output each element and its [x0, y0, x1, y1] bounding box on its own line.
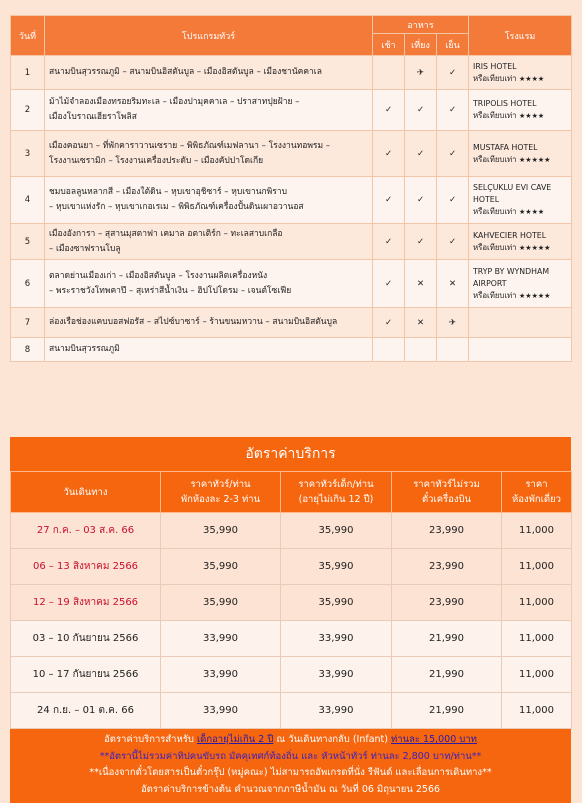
tip-note: **อัตรานี้ไม่รวมค่าทิปคนขับรถ มัคคุเทศก์ท้องถิ่น และ หัวหน้าทัวร์ ท่านละ 2,800 บาท/ท่าน** [99, 750, 482, 762]
lunch-cell: ✕ [405, 260, 437, 308]
price-section [10, 437, 571, 803]
hotel-equivalent: หรือเทียบเท่า [473, 290, 517, 300]
itinerary-row [11, 338, 572, 362]
day-number: 5 [11, 224, 45, 260]
dinner-cell: ✓ [437, 177, 469, 224]
lunch-cell [405, 338, 437, 362]
child-price-header: ราคาทัวร์เด็ก/ท่าน (อายุไม่เกิน 12 ปี) [281, 472, 392, 513]
star-rating: ★★★★★ [519, 243, 551, 252]
adult-price: 35,990 [161, 585, 281, 621]
dinner-cell: ✈ [437, 308, 469, 338]
program-line: สนามบินสุวรรณภูมิ [49, 344, 120, 354]
hotel-equivalent: หรือเทียบเท่า [473, 111, 517, 120]
dinner-cell: ✓ [437, 224, 469, 260]
hotel-cell [469, 338, 572, 362]
travel-date: 12 – 19 สิงหาคม 2566 [11, 585, 161, 621]
single-room-price: 11,000 [502, 585, 572, 621]
travel-date: 06 – 13 สิงหาคม 2566 [11, 549, 161, 585]
travel-date: 24 ก.ย. – 01 ต.ค. 66 [11, 693, 161, 729]
hotel-cell [469, 224, 572, 260]
lunch-cell: ✓ [405, 131, 437, 177]
hotel-equivalent: หรือเทียบเท่า [473, 73, 517, 83]
program-line: ตลาดย่านเมืองเก่า – เมืองอิสตันบูล – โรงงานผลิตเครื่องหนัง [49, 270, 268, 281]
travel-date: 10 – 17 กันยายน 2566 [11, 657, 161, 693]
day-number: 3 [11, 131, 45, 177]
adult-price: 35,990 [161, 513, 281, 549]
price-row [11, 513, 572, 549]
program-cell [45, 177, 373, 224]
program-cell [45, 90, 373, 131]
single-room-price: 11,000 [502, 657, 572, 693]
program-line: เมืองอังการา – สุสานมุสตาฟา เคมาล อตาเติร์ก – ทะเลสาบเกลือ [49, 228, 283, 239]
dinner-cell: ✕ [437, 260, 469, 308]
day-number: 8 [11, 338, 45, 362]
no-ticket-price: 23,990 [392, 585, 502, 621]
dinner-cell: ✓ [437, 56, 469, 90]
program-cell [45, 260, 373, 308]
breakfast-header: เช้า [373, 34, 405, 56]
lunch-cell: ✓ [405, 177, 437, 224]
program-line: ม้าไม้จำลองเมืองทรอยริมทะเล – เมืองปามุคคาเล – ปราสาทปุยฝ้าย – [49, 97, 300, 107]
breakfast-cell: ✓ [373, 224, 405, 260]
program-line: ชมบอลลูนหลากสี – เมืองใต้ดิน – หุบเขาอุชิซาร์ – หุบเขานกพิราบ [49, 187, 287, 197]
program-cell [45, 224, 373, 260]
no-ticket-price: 23,990 [392, 513, 502, 549]
itinerary-row [11, 224, 572, 260]
program-cell [45, 308, 373, 338]
child-price: 33,990 [281, 657, 392, 693]
travel-date: 03 – 10 กันยายน 2566 [11, 621, 161, 657]
dinner-cell [437, 338, 469, 362]
breakfast-cell: ✓ [373, 90, 405, 131]
date-header: วันเดินทาง [11, 472, 161, 513]
breakfast-cell: ✓ [373, 131, 405, 177]
program-line: – พระราชวังโทพคาปึ – สุเหร่าสีน้ำเงิน – ฮิปโปโดรม – เจนต์โซเฟีย [49, 285, 292, 296]
hotel-cell [469, 260, 572, 308]
program-cell [45, 131, 373, 177]
adult-price: 33,990 [161, 693, 281, 729]
price-row [11, 585, 572, 621]
itinerary-row [11, 56, 572, 90]
price-row [11, 657, 572, 693]
fuel-note: อัตราค่าบริการข้างต้น คำนวณจากภาษีน้ำมัน ณ วันที่ 06 มิถุนายน 2566 [140, 783, 441, 795]
lunch-cell: ✈ [405, 56, 437, 90]
breakfast-cell: ✓ [373, 177, 405, 224]
price-title: อัตราค่าบริการ [10, 437, 571, 471]
day-header: วันที่ [11, 16, 45, 56]
price-notes [10, 729, 571, 803]
child-price: 33,990 [281, 621, 392, 657]
ticket-note: **เนื่องจากตั๋วโดยสารเป็นตั๋วกรุ๊ป (หมู่คณะ) ไม่สามารถอัพเกรดที่นั่ง รีฟันด์ และเลื่อนการเดินทาง** [89, 767, 492, 778]
program-cell [45, 338, 373, 362]
star-rating: ★★★★★ [519, 155, 551, 164]
hotel-equivalent: หรือเทียบเท่า [473, 242, 517, 252]
child-price: 33,990 [281, 693, 392, 729]
lunch-cell: ✓ [405, 224, 437, 260]
lunch-header: เที่ยง [405, 34, 437, 56]
travel-date: 27 ก.ค. – 03 ส.ค. 66 [11, 513, 161, 549]
hotel-equivalent: หรือเทียบเท่า [473, 207, 517, 216]
adult-price: 33,990 [161, 657, 281, 693]
day-number: 2 [11, 90, 45, 131]
price-row [11, 693, 572, 729]
star-rating: ★★★★ [519, 74, 545, 83]
no-ticket-price-header: ราคาทัวร์ไม่รวม ตั๋วเครื่องบิน [392, 472, 502, 513]
no-ticket-price: 21,990 [392, 657, 502, 693]
lunch-cell: ✕ [405, 308, 437, 338]
single-room-price: 11,000 [502, 513, 572, 549]
hotel-cell [469, 90, 572, 131]
program-cell [45, 56, 373, 90]
breakfast-cell: ✓ [373, 308, 405, 338]
day-number: 7 [11, 308, 45, 338]
lunch-cell: ✓ [405, 90, 437, 131]
dinner-header: เย็น [437, 34, 469, 56]
itinerary-row [11, 131, 572, 177]
hotel-name: SELÇUKLU EVI CAVE [473, 183, 552, 192]
price-row [11, 549, 572, 585]
price-row [11, 621, 572, 657]
hotel-name: MUSTAFA HOTEL [473, 142, 538, 152]
program-header: โปรแกรมทัวร์ [45, 16, 373, 56]
hotel-header: โรงแรม [469, 16, 572, 56]
no-ticket-price: 23,990 [392, 549, 502, 585]
dinner-cell: ✓ [437, 131, 469, 177]
hotel-cell [469, 308, 572, 338]
adult-price: 33,990 [161, 621, 281, 657]
adult-price-header: ราคาทัวร์/ท่าน พักห้องละ 2-3 ท่าน [161, 472, 281, 513]
itinerary-table [10, 15, 572, 362]
single-room-price: 11,000 [502, 621, 572, 657]
program-line: ล่องเรือช่องแคบบอสฟอรัส – สไปซ์บาซาร์ – ร้านขนมหวาน – สนามบินอิสตันบูล [49, 317, 338, 327]
hotel-name: KAHVECIER HOTEL [473, 230, 547, 240]
program-line: เมืองโบราณเฮียราโพลิส [49, 112, 137, 122]
hotel-cell [469, 177, 572, 224]
hotel-cell [469, 131, 572, 177]
day-number: 1 [11, 56, 45, 90]
child-price: 35,990 [281, 585, 392, 621]
itinerary-row [11, 177, 572, 224]
price-table [10, 471, 572, 729]
no-ticket-price: 21,990 [392, 621, 502, 657]
adult-price: 35,990 [161, 549, 281, 585]
program-line: สนามบินสุวรรณภูมิ – สนามบินอิสตันบูล – เมืองอิสตันบูล – เมืองชานัคคาเล [49, 67, 322, 77]
single-room-price: 11,000 [502, 549, 572, 585]
day-number: 4 [11, 177, 45, 224]
breakfast-cell: ✓ [373, 260, 405, 308]
child-price: 35,990 [281, 513, 392, 549]
infant-note: อัตราค่าบริการสำหรับ เด็กอายุไม่เกิน 2 ปี ณ วันเดินทางกลับ (Infant) ท่านละ 15,000 บาท [104, 734, 477, 745]
program-line: – หุบเขาแห่งรัก – หุบเขาเกอเรเม – พิพิธภัณฑ์เครื่องปั้นดินเผาอวานอส [49, 202, 304, 212]
program-line: – เมืองซาฟรานโบลู [49, 243, 121, 254]
breakfast-cell [373, 56, 405, 90]
hotel-name: TRYP BY WYNDHAM [473, 266, 550, 276]
itinerary-body [11, 56, 572, 362]
hotel-cell [469, 56, 572, 90]
star-rating: ★★★★ [519, 112, 545, 120]
single-room-header: ราคา ห้องพักเดี่ยว [502, 472, 572, 513]
hotel-name: TRIPOLIS HOTEL [473, 99, 537, 108]
dinner-cell: ✓ [437, 90, 469, 131]
star-rating: ★★★★ [519, 208, 545, 216]
hotel-name: IRIS HOTEL [473, 61, 517, 71]
hotel-name-cont: HOTEL [473, 195, 500, 204]
day-number: 6 [11, 260, 45, 308]
hotel-name-cont: AIRPORT [473, 278, 507, 288]
meals-header: อาหาร [373, 16, 469, 34]
itinerary-row [11, 90, 572, 131]
single-room-price: 11,000 [502, 693, 572, 729]
child-price: 35,990 [281, 549, 392, 585]
price-body [11, 513, 572, 729]
itinerary-row [11, 308, 572, 338]
hotel-equivalent: หรือเทียบเท่า [473, 154, 517, 164]
no-ticket-price: 21,990 [392, 693, 502, 729]
breakfast-cell [373, 338, 405, 362]
program-line: โรงงานเซรามิก – โรงงานเครื่องประดับ – เมืองคัปปาโดเกีย [49, 155, 264, 166]
star-rating: ★★★★★ [519, 291, 551, 300]
itinerary-row [11, 260, 572, 308]
program-line: เมืองคอนยา – ที่พักคาราวานเซราย – พิพิธภัณฑ์เมฟลานา – โรงงานทอพรม – [49, 140, 331, 151]
